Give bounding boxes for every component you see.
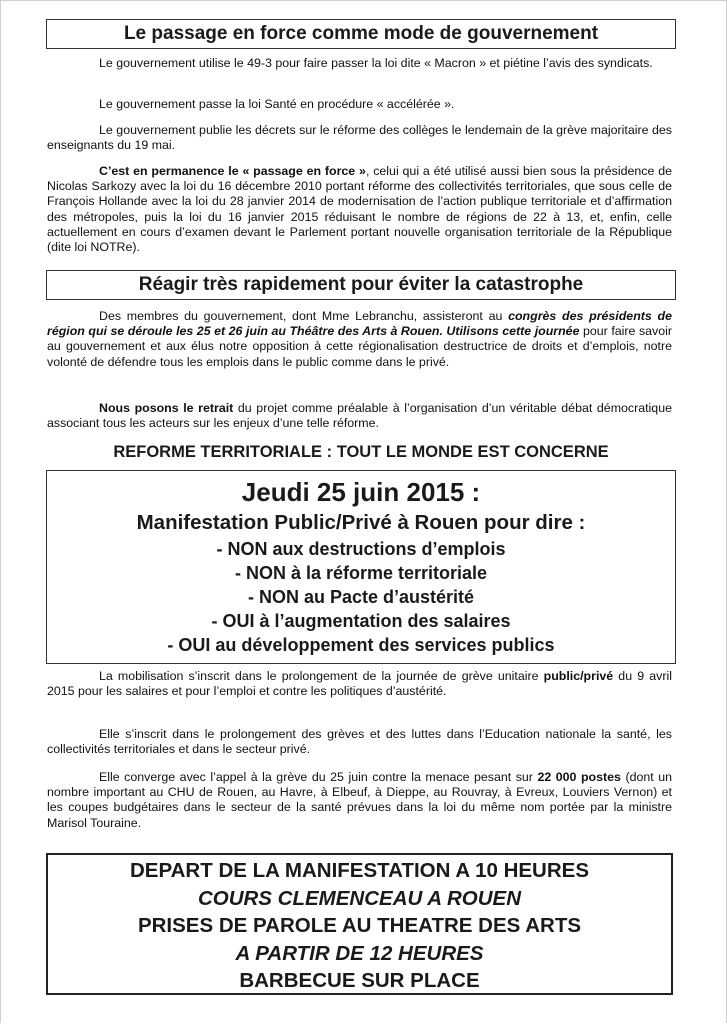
paragraph-49-3: Le gouvernement utilise le 49-3 pour faire passer la loi dite « Macron » et piétine l’avis des syndicats. xyxy=(99,56,653,70)
speeches-location: PRISES DE PAROLE AU THEATRE DES ARTS xyxy=(137,914,582,937)
emphasis-retrait: Nous posons le retrait xyxy=(99,401,234,415)
paragraph-prolongement: Elle s’inscrit dans le prolongement des grèves et des luttes dans l’Education nationale la santé, les collectivités territoriales et dans le secteur privé. xyxy=(47,727,672,757)
emphasis-postes: 22 000 postes xyxy=(537,770,621,784)
emphasis-congres: congrès des présidents de région qui se déroule les 25 et 26 juin au Théâtre des Arts à Rouen. Utilisons cette journée xyxy=(47,309,672,339)
paragraph-convergence-text-b: (dont un nombre important au CHU de Rouen, au Havre, à Elbeuf, à Dieppe, au Rouvray, à Evreux, Louviers Vernon) et les coupes budgétaires dans le secteur de la santé prévues dans la loi du même nom portée par la ministre Marisol Touraine. xyxy=(47,770,672,830)
section-title-passage-en-force: Le passage en force comme mode de gouvernement xyxy=(46,19,676,49)
paragraph-congres xyxy=(47,309,672,370)
barbecue-note: BARBECUE SUR PLACE xyxy=(239,969,480,992)
paragraph-passage-en-force xyxy=(47,164,672,255)
banner-reforme-territoriale: REFORME TERRITORIALE : TOUT LE MONDE EST CONCERNE xyxy=(113,443,609,461)
paragraph-mobilisation xyxy=(47,669,672,699)
speeches-time: A PARTIR DE 12 HEURES xyxy=(235,941,484,965)
paragraph-mobilisation-text-a: La mobilisation s’inscrit dans le prolongement de la journée de grève unitaire xyxy=(99,669,544,683)
emphasis-public-prive: public/privé xyxy=(543,669,614,683)
section-title-reagir: Réagir très rapidement pour éviter la catastrophe xyxy=(46,270,676,300)
event-item: - OUI à l’augmentation des salaires xyxy=(211,611,511,631)
paragraph-convergence-text-a: Elle converge avec l’appel à la grève du 25 juin contre la menace pesant sur xyxy=(99,770,538,784)
paragraph-congres-text-c: pour faire savoir au gouvernement et aux élus notre opposition à cette régionalisation destructrice de droits et d’emplois, notre volonté de défendre tous les emplois dans le public comme dans le privé. xyxy=(47,324,672,369)
departure-place: COURS CLEMENCEAU A ROUEN xyxy=(197,886,522,910)
paragraph-mobilisation-text-b: du 9 avril 2015 pour les salaires et pour l’emploi et contre les politiques d’austérité. xyxy=(47,669,672,699)
emphasis-passage-en-force: C’est en permanence le « passage en force » xyxy=(99,164,366,178)
event-item: - OUI au développement des services publics xyxy=(167,635,555,655)
paragraph-retrait-text: du projet comme préalable à l’organisation d’un véritable débat démocratique associant tous les acteurs sur les enjeux d’une telle réforme. xyxy=(47,401,672,431)
paragraph-retrait xyxy=(47,401,672,431)
departure-info-box xyxy=(46,853,673,995)
event-item: - NON au Pacte d’austérité xyxy=(247,587,475,607)
event-item: - NON aux destructions d’emplois xyxy=(216,539,506,559)
event-date: Jeudi 25 juin 2015 : xyxy=(241,477,481,507)
paragraph-loi-sante: Le gouvernement passe la loi Santé en procédure « accélérée ». xyxy=(99,97,455,111)
paragraph-congres-text-a: Des membres du gouvernement, dont Mme Lebranchu, assisteront au xyxy=(99,309,509,323)
event-box xyxy=(46,470,676,664)
departure-time: DEPART DE LA MANIFESTATION A 10 HEURES xyxy=(130,859,589,882)
paragraph-passage-en-force-text: , celui qui a été utilisé aussi bien sous la présidence de Nicolas Sarkozy avec la loi du 16 décembre 2010 portant réforme des collectivités territoriales, que sous celle de François Hollande avec la loi du 28 janvier 2014 de modernisation de l’action publique territoriale et d’affirmation des métropoles, puis la loi du 16 janvier 2015 réduisant le nombre de régions de 22 à 13, et, enfin, celle actuellement en cours d’examen devant le Parlement portant nouvelle organisation territoriale de la République (dite loi NOTRe). xyxy=(47,164,672,255)
event-item: - NON à la réforme territoriale xyxy=(234,563,488,583)
paragraph-reforme-colleges: Le gouvernement publie les décrets sur le réforme des collèges le lendemain de la grève majoritaire des enseignants du 19 mai. xyxy=(47,123,672,153)
event-subtitle: Manifestation Public/Privé à Rouen pour dire : xyxy=(136,511,586,534)
paragraph-convergence xyxy=(47,770,672,831)
